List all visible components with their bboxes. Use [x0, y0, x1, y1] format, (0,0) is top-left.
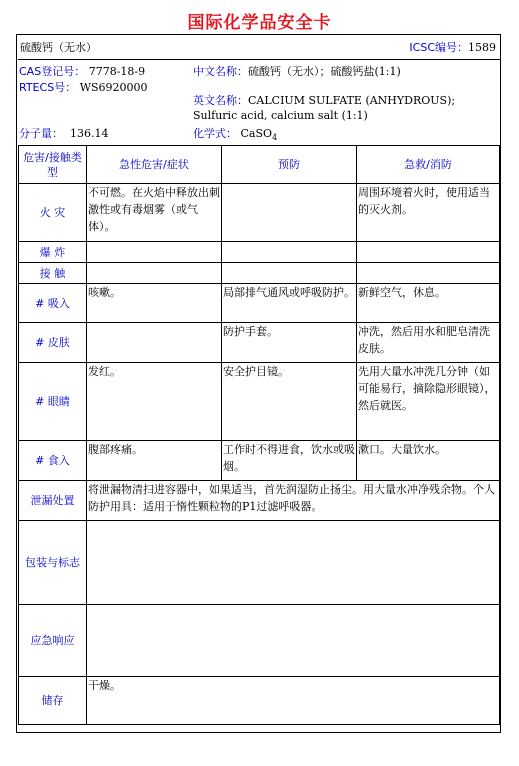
mw-value: 136.14	[70, 127, 109, 140]
table-row	[19, 263, 500, 284]
cell-prevention: 防护手套。	[222, 323, 357, 363]
table-row	[19, 605, 500, 677]
row-type-eyes: # 眼睛	[19, 363, 87, 441]
formula-line	[193, 126, 277, 145]
storage-text: 干燥。	[87, 677, 500, 725]
cas-value: 7778-18-9	[88, 65, 146, 78]
table-row	[19, 521, 500, 605]
cell-symptom: 不可燃。在火焰中释放出刺激性或有毒烟雾（或气体）。	[87, 184, 222, 242]
storage-label: 储存	[19, 677, 87, 725]
table-row	[19, 481, 500, 521]
table-row	[19, 441, 500, 481]
col-header-prevention: 预防	[222, 146, 357, 184]
cell-aid	[357, 242, 500, 263]
row-type-explosion: 爆 炸	[19, 242, 87, 263]
card-header	[18, 37, 500, 60]
table-row	[19, 242, 500, 263]
emergency-text	[87, 605, 500, 677]
en-name-label: 英文名称：	[193, 94, 248, 107]
row-type-skin: # 皮肤	[19, 323, 87, 363]
cell-aid: 漱口。大量饮水。	[357, 441, 500, 481]
table-row	[19, 284, 500, 323]
table-row	[19, 677, 500, 725]
col-header-aid: 急救/消防	[357, 146, 500, 184]
cas-label: CAS登记号：	[19, 65, 86, 78]
hazard-table	[18, 145, 500, 725]
en-name-value-2: Sulfuric acid, calcium salt (1:1)	[193, 109, 368, 122]
table-header-row	[19, 146, 500, 184]
cell-symptom	[87, 323, 222, 363]
en-name-line	[193, 93, 455, 108]
formula-main: CaSO	[240, 127, 273, 140]
formula-label: 化学式：	[193, 127, 237, 140]
packaging-label: 包装与标志	[19, 521, 87, 605]
icsc-number	[409, 40, 496, 55]
mw-label: 分子量：	[19, 127, 63, 140]
cell-prevention	[222, 184, 357, 242]
cas-line	[19, 64, 145, 79]
cell-aid: 先用大量水冲洗几分钟（如可能易行，摘除隐形眼镜），然后就医。	[357, 363, 500, 441]
chemical-name: 硫酸钙（无水）	[20, 41, 97, 54]
rtecs-value: WS6920000	[79, 81, 148, 94]
cell-symptom: 腹部疼痛。	[87, 441, 222, 481]
cn-name-line	[193, 64, 401, 79]
col-header-type: 危害/接触类型	[19, 146, 87, 184]
cell-aid: 新鲜空气，休息。	[357, 284, 500, 323]
cell-symptom: 咳嗽。	[87, 284, 222, 323]
rtecs-line	[19, 80, 148, 95]
cell-aid	[357, 263, 500, 284]
table-row	[19, 323, 500, 363]
cn-name-value: 硫酸钙（无水）；硫酸钙盐(1:1)	[248, 65, 401, 78]
leak-label: 泄漏处置	[19, 481, 87, 521]
cell-symptom: 发红。	[87, 363, 222, 441]
emergency-label: 应急响应	[19, 605, 87, 677]
cell-symptom	[87, 263, 222, 284]
cn-name-label: 中文名称：	[193, 65, 248, 78]
table-row	[19, 184, 500, 242]
cell-aid: 周围环境着火时，使用适当的灭火剂。	[357, 184, 500, 242]
mw-line	[19, 126, 109, 141]
cell-prevention	[222, 242, 357, 263]
row-type-contact: 接 触	[19, 263, 87, 284]
icsc-label: ICSC编号：	[409, 41, 468, 54]
row-type-inhalation: # 吸入	[19, 284, 87, 323]
card-title: 国际化学品安全卡	[187, 13, 332, 33]
cell-prevention	[222, 263, 357, 284]
packaging-text	[87, 521, 500, 605]
cell-aid: 冲洗，然后用水和肥皂清洗皮肤。	[357, 323, 500, 363]
table-row	[19, 363, 500, 441]
cell-prevention: 工作时不得进食，饮水或吸烟。	[222, 441, 357, 481]
cell-symptom	[87, 242, 222, 263]
leak-text: 将泄漏物清扫进容器中，如果适当，首先润湿防止扬尘。用大量水冲净残余物。个人防护用具：适用于惰性颗粒物的P1过滤呼吸器。	[87, 481, 500, 521]
rtecs-label: RTECS号：	[19, 81, 77, 94]
en-name-value-1: CALCIUM SULFATE (ANHYDROUS);	[248, 94, 456, 107]
cell-prevention: 局部排气通风或呼吸防护。	[222, 284, 357, 323]
icsc-value: 1589	[468, 41, 496, 54]
cell-prevention: 安全护目镜。	[222, 363, 357, 441]
col-header-symptom: 急性危害/症状	[87, 146, 222, 184]
formula-sub: 4	[272, 133, 278, 143]
row-type-fire: 火 灾	[19, 184, 87, 242]
row-type-ingestion: # 食入	[19, 441, 87, 481]
